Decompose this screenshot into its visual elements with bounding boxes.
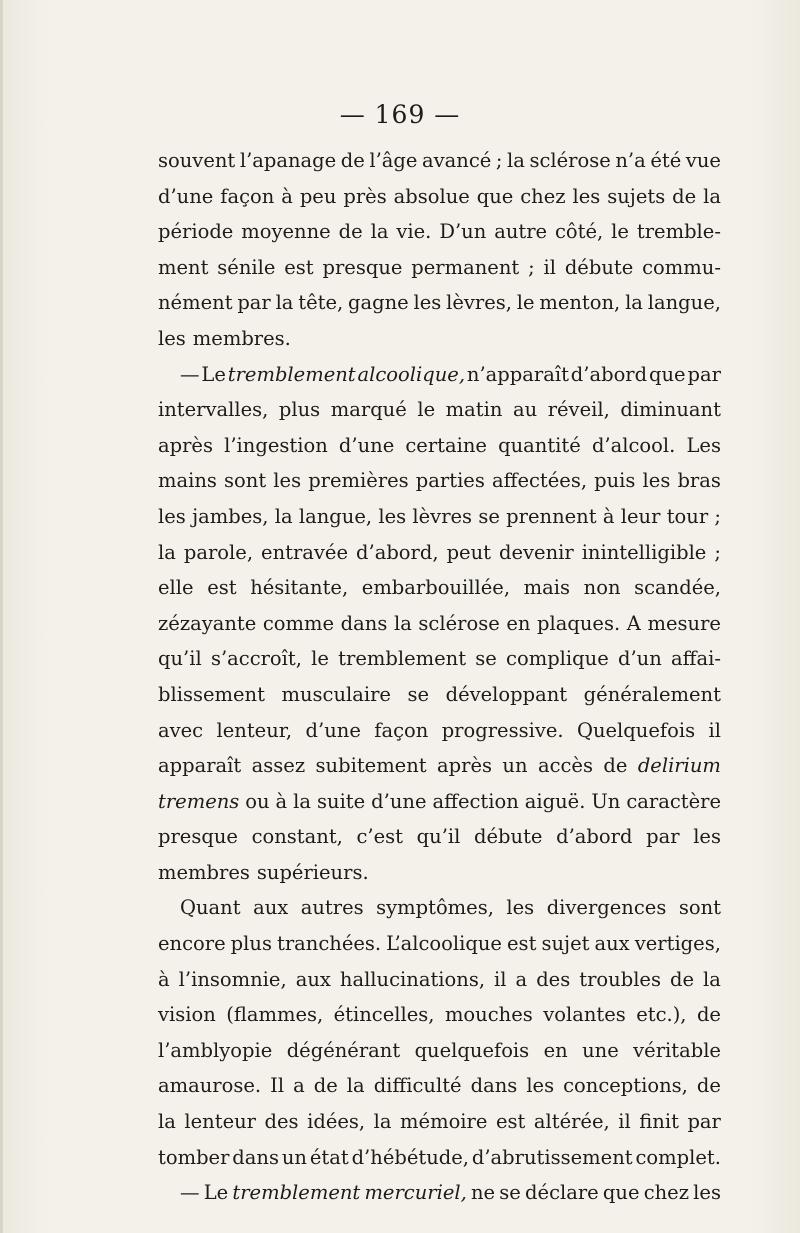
word: à [602, 504, 615, 528]
text-line [158, 1104, 721, 1140]
word: chez [520, 184, 566, 208]
word: la [507, 149, 525, 172]
word: n’a [615, 149, 646, 172]
text-line [158, 1033, 721, 1069]
word: tomber [158, 1145, 230, 1169]
word: est [495, 1110, 526, 1134]
word: peut [446, 540, 491, 564]
word: la [158, 1110, 176, 1134]
word: de [313, 1074, 338, 1098]
word: sclérose [418, 611, 500, 635]
word: développant [445, 682, 568, 706]
word: vision [158, 1003, 216, 1027]
word: les [506, 896, 535, 920]
word: commu- [642, 255, 721, 279]
word: le [417, 398, 436, 422]
text-line [158, 535, 721, 571]
word: la [703, 184, 721, 208]
word: les [526, 1074, 555, 1098]
word: comme [262, 611, 335, 635]
word: d’une [158, 184, 214, 208]
word: vie. [396, 220, 432, 244]
word: plaques. [537, 611, 621, 635]
word: autre [494, 220, 548, 244]
word: ; [714, 540, 721, 564]
word: matin [445, 398, 503, 422]
word: mouches [444, 1003, 533, 1027]
word: a [515, 967, 528, 991]
word: par [646, 825, 680, 849]
word: d’abrutissement [471, 1145, 633, 1169]
word: le [516, 291, 535, 315]
word: apparaît [158, 754, 242, 778]
word: de [340, 149, 365, 172]
word: mais [523, 576, 571, 600]
word: blissement [158, 682, 265, 706]
text-line [158, 1068, 721, 1104]
word: façon [220, 184, 275, 208]
text-line [158, 748, 721, 784]
word: tour [666, 504, 709, 528]
word: (flammes, [226, 1003, 324, 1027]
word: altérée, [533, 1110, 610, 1134]
word: ; [528, 255, 535, 279]
word: accès [537, 754, 593, 778]
text-line [158, 713, 721, 749]
word: musculaire [281, 682, 391, 706]
word: la [625, 291, 643, 315]
word: état [309, 1145, 349, 1169]
word: vertiges, [634, 932, 721, 956]
word: ou [245, 789, 270, 813]
word: avec [158, 718, 204, 742]
word: les [693, 1181, 721, 1205]
word: zézayante [158, 611, 257, 635]
word: troubles [579, 967, 661, 991]
word: premières [308, 469, 409, 493]
word: par [687, 1110, 721, 1134]
word: lèvres [412, 504, 473, 528]
word: subitement [315, 754, 427, 778]
word: d’hébétude, [351, 1145, 469, 1169]
word: gagne [347, 291, 409, 315]
word: langue, [647, 291, 721, 315]
text-line [158, 214, 721, 250]
word: été [650, 149, 682, 172]
word: presque [322, 255, 403, 279]
word: — [180, 1181, 200, 1205]
word: ment [158, 255, 209, 279]
word: encore [158, 932, 226, 956]
word: sclérose [529, 149, 611, 172]
word: côté, [555, 220, 604, 244]
word: amaurose. [158, 1074, 262, 1098]
word: l’ingestion [224, 433, 328, 457]
word: intervalles, [158, 398, 269, 422]
word: il [494, 967, 507, 991]
word: aux [594, 932, 630, 956]
word: suite [317, 789, 366, 813]
word: L’alcoolique [386, 932, 502, 956]
word: plus [230, 932, 272, 956]
word: étincelles, [333, 1003, 435, 1027]
word: des [264, 1110, 299, 1134]
word: lenteur [184, 1110, 256, 1134]
word: ; [714, 504, 721, 528]
word: la [346, 1074, 365, 1098]
word: certaine [405, 433, 487, 457]
text-line [158, 641, 721, 677]
word: c’est [356, 825, 404, 849]
word: se [407, 682, 430, 706]
word: à [275, 789, 288, 813]
word: hallucinations, [339, 967, 486, 991]
word: généralement [583, 682, 721, 706]
word: s’accroît, [210, 647, 302, 671]
word: près [343, 184, 387, 208]
word: de [338, 220, 363, 244]
word: Un [591, 789, 621, 813]
word: l’apanage [239, 149, 337, 172]
word: idées, [307, 1110, 366, 1134]
text-line [158, 570, 721, 606]
word: les [693, 825, 721, 849]
word: à [158, 967, 170, 991]
word: la [274, 504, 293, 528]
text-line [158, 606, 721, 642]
word: vue [685, 149, 721, 172]
word: par [237, 291, 271, 315]
word: est [507, 932, 537, 956]
word: souvent [158, 149, 236, 172]
text-line [158, 357, 721, 393]
word: tête, [298, 291, 344, 315]
word: le [611, 220, 629, 244]
word: la [703, 967, 721, 991]
word: d’une [338, 433, 395, 457]
word: il [618, 1110, 631, 1134]
word: Le [203, 1181, 229, 1205]
word: affai- [671, 647, 721, 671]
word: a [293, 1074, 305, 1098]
word: après [158, 433, 213, 457]
word: période [158, 220, 234, 244]
page-number: — 169 — [339, 100, 461, 129]
word: n’apparaît [466, 362, 569, 386]
word: A [626, 611, 641, 635]
text-line [158, 499, 721, 535]
word: que [649, 362, 686, 386]
word: une [582, 1038, 619, 1062]
word: entravée [261, 540, 349, 564]
word: inintelligible [581, 540, 707, 564]
word: diminuant [620, 398, 721, 422]
word: par [687, 362, 721, 386]
word: absolue [393, 184, 470, 208]
word: il [708, 718, 721, 742]
word: menton, [539, 291, 621, 315]
text-line [158, 463, 721, 499]
word: D’un [439, 220, 487, 244]
word: constant, [251, 825, 343, 849]
word: caractère [626, 789, 721, 813]
word: membres. [192, 326, 291, 350]
word: d’abord [556, 825, 633, 849]
word: d’alcool. [591, 433, 676, 457]
text-line [158, 855, 721, 891]
word: lenteur, [216, 718, 293, 742]
word: non [583, 576, 621, 600]
word: de [603, 754, 628, 778]
text-line [158, 179, 721, 215]
word: hésitante, [250, 576, 349, 600]
word: volantes [543, 1003, 626, 1027]
word [638, 748, 721, 784]
word: aiguë. [524, 789, 586, 813]
word: etc.), [636, 1003, 687, 1027]
word: réveil, [547, 398, 610, 422]
word: chez [643, 1181, 689, 1205]
text-line [158, 250, 721, 286]
word: sont [678, 896, 721, 920]
word: affectées, [491, 469, 588, 493]
word: que [476, 184, 514, 208]
word: sujet [541, 932, 590, 956]
word: aux [295, 967, 331, 991]
word: puis [594, 469, 636, 493]
word: complique [506, 647, 609, 671]
text-line [158, 428, 721, 464]
word: à [281, 184, 293, 208]
word: d’une [305, 718, 361, 742]
text-line [158, 926, 721, 962]
italic-word: tremblement [227, 362, 356, 386]
word: nément [158, 291, 233, 315]
word: lèvres, [446, 291, 512, 315]
word: en [543, 1038, 568, 1062]
word: leur [620, 504, 661, 528]
word: les [413, 291, 442, 315]
word: dans [340, 611, 388, 635]
word: façon [374, 718, 429, 742]
word: ; [495, 149, 503, 172]
word: un [502, 754, 528, 778]
italic-word: tremens [158, 789, 240, 813]
word: affection [432, 789, 519, 813]
word: déclare [525, 1181, 599, 1205]
text-line [158, 819, 721, 855]
word: scandée, [634, 576, 721, 600]
word: se [478, 504, 500, 528]
word: avancé [422, 149, 492, 172]
word: tranchées. [277, 932, 382, 956]
word: mains [158, 469, 217, 493]
word: divergences [546, 896, 667, 920]
text-line [158, 962, 721, 998]
word: prennent [506, 504, 597, 528]
word: des [536, 967, 571, 991]
word: dans [232, 1145, 279, 1169]
word: devenir [498, 540, 574, 564]
italic-word: mercuriel, [364, 1181, 467, 1205]
text-line [158, 143, 721, 179]
word: qu’il [158, 647, 202, 671]
word: la [293, 789, 312, 813]
body-text [158, 143, 721, 1211]
text-line [158, 285, 721, 321]
word: la [158, 540, 176, 564]
text-line [158, 392, 721, 428]
word [228, 357, 356, 393]
word: progressive. [441, 718, 564, 742]
word [232, 1175, 360, 1211]
word: l’insomnie, [178, 967, 287, 991]
word: autres [300, 896, 364, 920]
word: marqué [330, 398, 407, 422]
word: se [475, 647, 497, 671]
word: il [543, 255, 556, 279]
word: Les [686, 433, 721, 457]
word: membres [158, 860, 250, 884]
word: parole, [183, 540, 254, 564]
word: les [378, 504, 407, 528]
word: parties [415, 469, 485, 493]
word: au [512, 398, 538, 422]
word: débute [564, 255, 634, 279]
word: véritable [633, 1038, 721, 1062]
word: la [393, 611, 412, 635]
word: jambes, [192, 504, 269, 528]
word: plus [278, 398, 321, 422]
word: sont [224, 469, 267, 493]
word: l’âge [369, 149, 418, 172]
word: supérieurs. [256, 860, 369, 884]
word: quelquefois [414, 1038, 530, 1062]
word: langue, [298, 504, 373, 528]
word: est [284, 255, 314, 279]
word: assez [251, 754, 306, 778]
word: Il [270, 1074, 285, 1098]
word: de [696, 1074, 721, 1098]
word: un [281, 1145, 307, 1169]
word: finit [639, 1110, 679, 1134]
word: de [672, 184, 697, 208]
word: dégénérant [286, 1038, 401, 1062]
word: mémoire [400, 1110, 488, 1134]
text-line [158, 784, 721, 820]
word: après [437, 754, 493, 778]
word: les [158, 326, 186, 350]
word: sujets [607, 184, 666, 208]
word [364, 1175, 466, 1211]
word: qu’il [416, 825, 461, 849]
text-line [158, 997, 721, 1033]
italic-word: alcoolique, [357, 362, 466, 386]
word: se [499, 1181, 521, 1205]
word: les [273, 469, 302, 493]
word: débute [474, 825, 543, 849]
word: les [572, 184, 601, 208]
word: Quelquefois [576, 718, 696, 742]
text-line [158, 1175, 721, 1211]
word: que [602, 1181, 640, 1205]
word: complet. [635, 1145, 721, 1169]
word: embarbouillée, [361, 576, 511, 600]
word: presque [158, 825, 238, 849]
italic-word: delirium [637, 754, 721, 778]
word: d’une [371, 789, 427, 813]
word: tremble- [636, 220, 721, 244]
word: la [370, 220, 389, 244]
word: elle [158, 576, 194, 600]
word: difficulté [373, 1074, 462, 1098]
text-line [158, 1140, 721, 1176]
word: ne [471, 1181, 496, 1205]
word: d’abord [570, 362, 648, 386]
word [358, 357, 466, 393]
word: d’un [617, 647, 662, 671]
text-line [158, 677, 721, 713]
word: de [696, 1003, 721, 1027]
word: Le [201, 362, 226, 386]
word: peu [299, 184, 337, 208]
word: les [158, 504, 186, 528]
text-line [158, 321, 721, 357]
word: — [180, 362, 200, 386]
word: Quant [180, 896, 241, 920]
word: aux [253, 896, 289, 920]
word: mesure [647, 611, 721, 635]
word: tremblement [338, 647, 467, 671]
word: de [670, 967, 695, 991]
word: moyenne [241, 220, 331, 244]
word: dans [470, 1074, 518, 1098]
text-line [158, 890, 721, 926]
word: symptômes, [376, 896, 494, 920]
word: les [642, 469, 671, 493]
word: est [207, 576, 237, 600]
word: la [275, 291, 294, 315]
word: bras [677, 469, 721, 493]
word: sénile [217, 255, 276, 279]
word: en [506, 611, 531, 635]
word: quantité [498, 433, 581, 457]
word: le [311, 647, 329, 671]
word: l’amblyopie [158, 1038, 273, 1062]
word: permanent [411, 255, 520, 279]
page-edge [0, 0, 3, 1233]
word [158, 784, 239, 820]
italic-word: tremblement [232, 1181, 361, 1205]
word: d’abord, [356, 540, 439, 564]
word: la [373, 1110, 392, 1134]
word: conceptions, [563, 1074, 688, 1098]
